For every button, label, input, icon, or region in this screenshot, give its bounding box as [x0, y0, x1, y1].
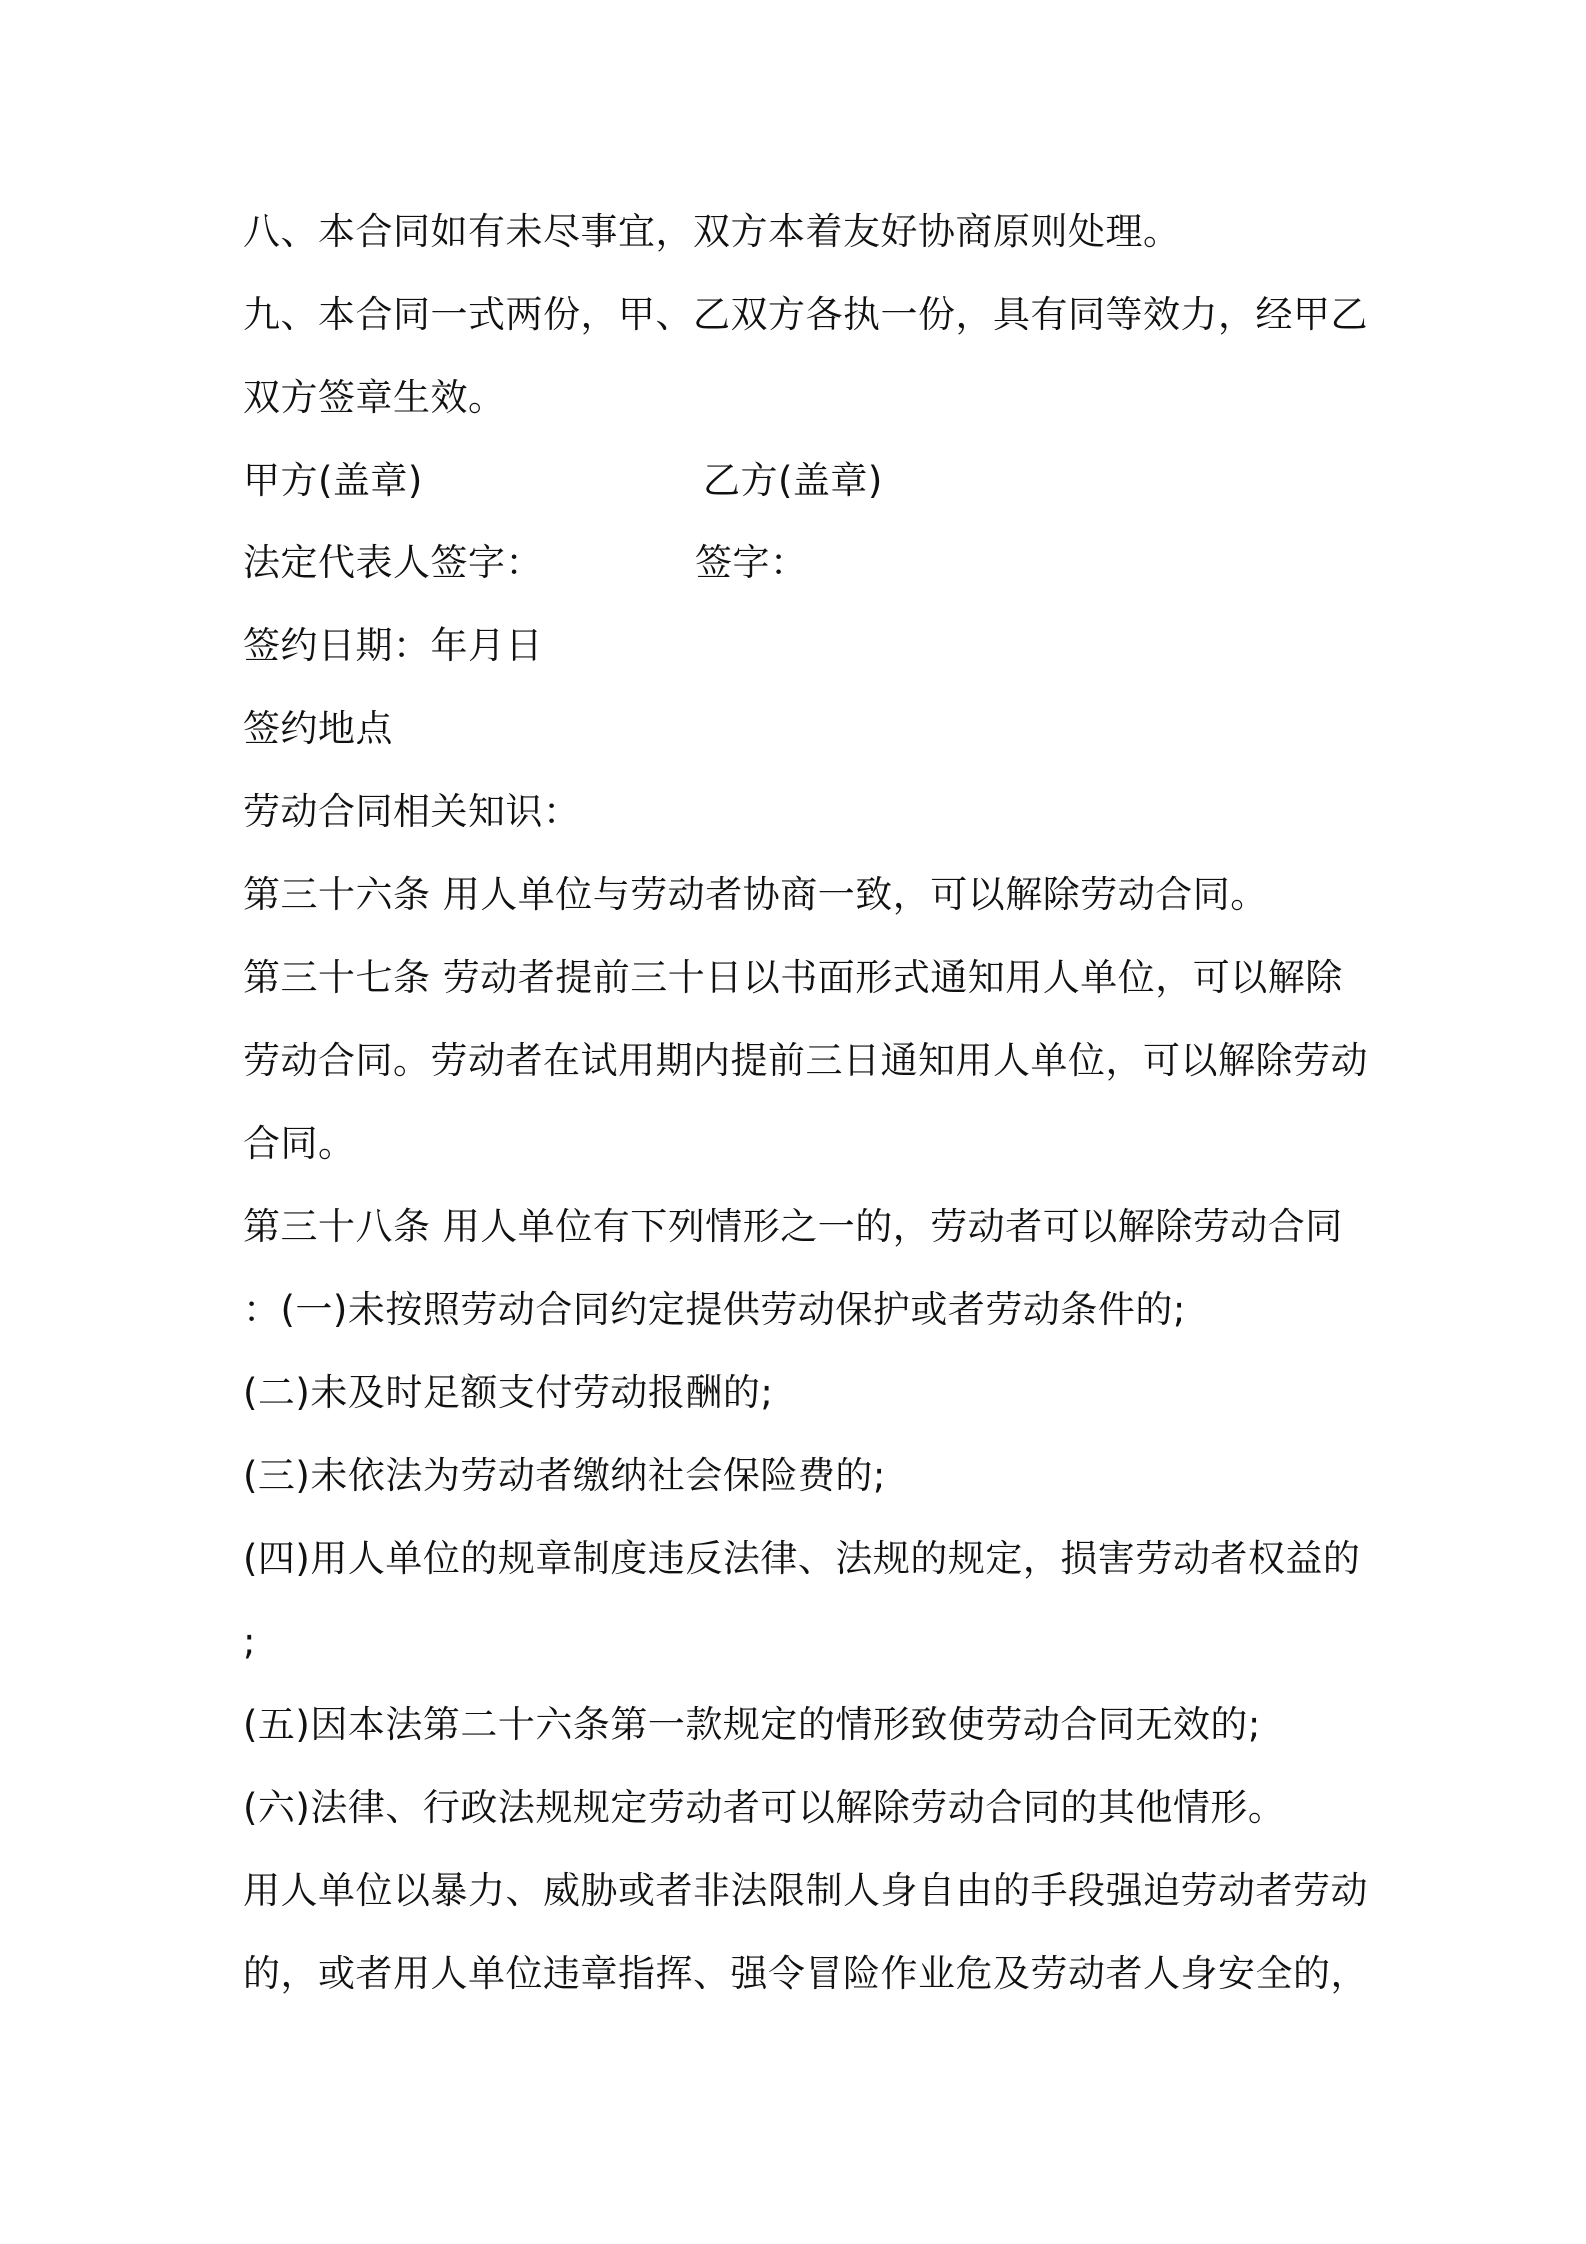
- party-b-sign: 签字：: [695, 541, 808, 584]
- clause-8: 八、本合同如有未尽事宜，双方本着友好协商原则处理。: [243, 210, 1181, 253]
- article-38-para-line-1: 用人单位以暴力、威胁或者非法限制人身自由的手段强迫劳动者劳动: [243, 1869, 1368, 1912]
- clause-9-line-2: 双方签章生效。: [243, 376, 506, 419]
- party-b-seal: 乙方(盖章): [703, 459, 883, 502]
- article-38-item-5: (五)因本法第二十六条第一款规定的情形致使劳动合同无效的;: [243, 1703, 1261, 1746]
- article-38-para-line-2: 的，或者用人单位违章指挥、强令冒险作业危及劳动者人身安全的，: [243, 1952, 1368, 1995]
- knowledge-heading: 劳动合同相关知识：: [243, 790, 581, 833]
- article-38-item-4-line-1: (四)用人单位的规章制度违反法律、法规的规定，损害劳动者权益的: [243, 1537, 1361, 1580]
- article-36: 第三十六条 用人单位与劳动者协商一致，可以解除劳动合同。: [243, 873, 1268, 916]
- clause-9-line-1: 九、本合同一式两份，甲、乙双方各执一份，具有同等效力，经甲乙: [243, 293, 1368, 336]
- sign-date: 签约日期：年月日: [243, 624, 543, 667]
- sign-place: 签约地点: [243, 707, 393, 750]
- article-37-line-2: 劳动合同。劳动者在试用期内提前三日通知用人单位，可以解除劳动: [243, 1039, 1368, 1082]
- article-38-line-1: 第三十八条 用人单位有下列情形之一的，劳动者可以解除劳动合同: [243, 1205, 1343, 1248]
- article-38-item-4-line-2: ;: [243, 1620, 256, 1663]
- legal-rep-sign: 法定代表人签字：: [243, 541, 543, 584]
- seal-row: [243, 456, 1363, 506]
- article-37-line-1: 第三十七条 劳动者提前三十日以书面形式通知用人单位，可以解除: [243, 956, 1343, 999]
- article-38-line-2: ：(一)未按照劳动合同约定提供劳动保护或者劳动条件的;: [243, 1288, 1186, 1331]
- article-38-item-2: (二)未及时足额支付劳动报酬的;: [243, 1371, 774, 1414]
- sign-row: [243, 538, 1363, 588]
- article-38-item-6: (六)法律、行政法规规定劳动者可以解除劳动合同的其他情形。: [243, 1786, 1286, 1829]
- article-37-line-3: 合同。: [243, 1122, 356, 1165]
- article-38-item-3: (三)未依法为劳动者缴纳社会保险费的;: [243, 1454, 886, 1497]
- party-a-seal: 甲方(盖章): [243, 459, 423, 502]
